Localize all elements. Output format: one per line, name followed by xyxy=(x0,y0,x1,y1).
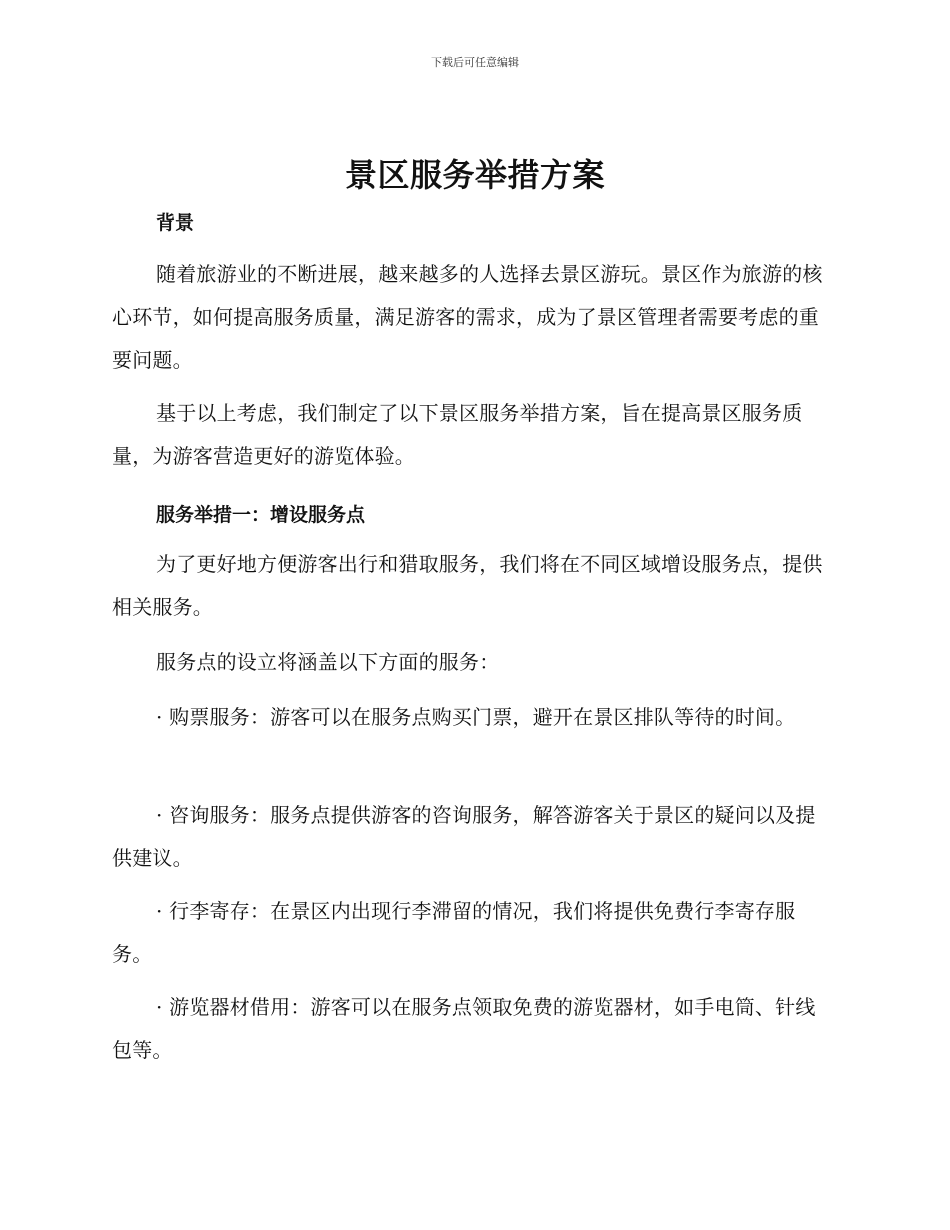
list-item-luggage-storage: · 行李寄存：在景区内出现行李滞留的情况，我们将提供免费行李寄存服务。 xyxy=(112,899,796,966)
document-title: 景区服务举措方案 xyxy=(344,156,605,194)
paragraph-measure-1-list-intro: 服务点的设立将涵盖以下方面的服务： xyxy=(156,650,500,674)
page-header-note: 下载后可任意编辑 xyxy=(431,56,519,69)
paragraph-measure-1-intro: 为了更好地方便游客出行和猎取服务，我们将在不同区域增设服务点，提供相关服务。 xyxy=(112,552,823,619)
paragraph-background-2: 基于以上考虑，我们制定了以下景区服务举措方案，旨在提高景区服务质量，为游客营造更好的游览体验。 xyxy=(112,401,803,468)
section-heading-measure-1: 服务举措一：增设服务点 xyxy=(156,504,366,526)
list-item-ticket-service: · 购票服务：游客可以在服务点购买门票，避开在景区排队等待的时间。 xyxy=(156,705,796,729)
paragraph-background-1: 随着旅游业的不断进展，越来越多的人选择去景区游玩。景区作为旅游的核心环节，如何提高服务质量，满足游客的需求，成为了景区管理者需要考虑的重要问题。 xyxy=(112,262,823,372)
list-item-consultation-service: · 咨询服务：服务点提供游客的咨询服务，解答游客关于景区的疑问以及提供建议。 xyxy=(112,803,816,870)
list-item-equipment-loan: · 游览器材借用：游客可以在服务点领取免费的游览器材，如手电筒、针线包等。 xyxy=(112,995,816,1062)
section-heading-background: 背景 xyxy=(156,212,195,234)
